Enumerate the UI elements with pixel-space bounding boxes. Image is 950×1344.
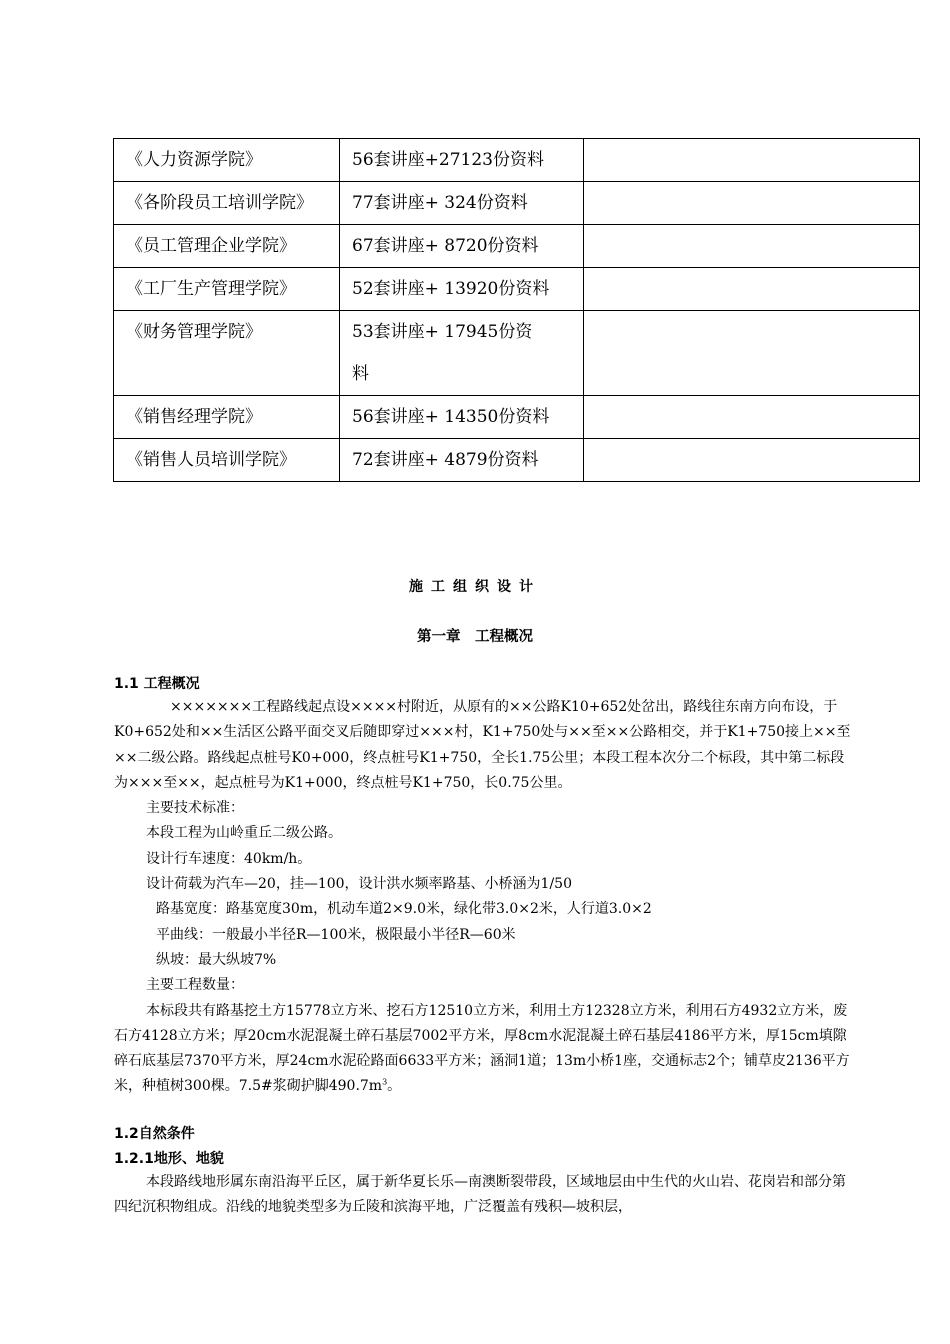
standard-line: 设计荷载为汽车—20，挂—100，设计洪水频率路基、小桥涵为1/50 <box>146 876 572 893</box>
chapter-title: 第一章 工程概况 <box>417 629 533 645</box>
table-cell-extra <box>584 182 920 225</box>
table-cell-name: 《销售经理学院》 <box>114 396 340 439</box>
table-cell-extra <box>584 439 920 482</box>
table-cell-extra <box>584 225 920 268</box>
table-cell-count: 56套讲座+ 14350份资料 <box>340 396 584 439</box>
table-cell-extra <box>584 268 920 311</box>
resource-table <box>113 138 920 482</box>
table-cell-name: 《各阶段员工培训学院》 <box>114 182 340 225</box>
table-row <box>114 225 920 268</box>
table-cell-count: 72套讲座+ 4879份资料 <box>340 439 584 482</box>
section-heading-1-2-1: 1.2.1地形、地貌 <box>114 1151 224 1167</box>
table-row <box>114 182 920 225</box>
terrain-paragraph: 本段路线地形属东南沿海平丘区，属于新华夏长乐—南澳断裂带段，区域地层由中生代的火山岩、花岗岩和部分第四纪沉积物组成。沿线的地貌类型多为丘陵和滨海平地，广泛覆盖有残积—坡积层， <box>114 1174 846 1216</box>
table-row <box>114 439 920 482</box>
section-1-1-body <box>114 695 854 1100</box>
table-row <box>114 311 920 396</box>
document-title: 施工组织设计 <box>409 579 541 595</box>
table-cell-name: 《工厂生产管理学院》 <box>114 268 340 311</box>
table-cell-name: 《财务管理学院》 <box>114 311 340 396</box>
table-cell-name: 《员工管理企业学院》 <box>114 225 340 268</box>
quantities-paragraph: 本标段共有路基挖土方15778立方米、挖石方12510立方米，利用土方12328立方米，利用石方4932立方米，废石方4128立方米；厚20cm水泥混凝土碎石基层7002平方米，厚8cm水泥混凝土碎石基层4186平方米，厚15cm填隙碎石底基层7370平方米，厚24cm水泥砼路面6633平方米；涵洞1道；13m小桥1座，交通标志2个；铺草皮2136平方米，种植树300棵。7.5#浆砌护脚$490.7m^3$。 <box>114 1002 850 1095</box>
standard-line: 纵坡：最大纵坡7% <box>156 951 277 968</box>
table-cell-count: 56套讲座+27123份资料 <box>340 139 584 182</box>
table-cell-name: 《人力资源学院》 <box>114 139 340 182</box>
quantities-title: 主要工程数量： <box>146 977 244 994</box>
section-1-2-1-body <box>114 1170 854 1221</box>
section-heading-1-1: 1.1 工程概况 <box>114 676 200 692</box>
table-cell-extra <box>584 396 920 439</box>
table-cell-count: 77套讲座+ 324份资料 <box>340 182 584 225</box>
standard-line: 平曲线：一般最小半径R—100米，极限最小半径R—60米 <box>156 926 516 943</box>
section-heading-1-2: 1.2自然条件 <box>114 1126 195 1142</box>
table-cell-count: 53套讲座+ 17945份资料 <box>340 311 584 396</box>
table-row <box>114 139 920 182</box>
overview-paragraph: ×××××××工程路线起点设××××村附近，从原有的××公路K10+652处岔出，路线往东南方向布设，于K0+652处和××生活区公路平面交叉后随即穿过×××村，K1+750处与××至××公路相交，并于K1+750接上××至××二级公路。路线起点桩号K0+000，终点桩号K1+750，全长1.75公里；本段工程本次分二个标段，其中第二标段为×××至××，起点桩号为K1+000，终点桩号K1+750，长0.75公里。 <box>114 699 851 791</box>
standard-line: 路基宽度：路基宽度30m，机动车道2×9.0米，绿化带3.0×2米，人行道3.0×2 <box>156 901 652 918</box>
standard-line: 设计行车速度：40km/h。 <box>146 850 312 867</box>
table-row <box>114 268 920 311</box>
table-cell-extra <box>584 139 920 182</box>
table-row <box>114 396 920 439</box>
table-cell-name: 《销售人员培训学院》 <box>114 439 340 482</box>
standard-line: 本段工程为山岭重丘二级公路。 <box>146 825 342 842</box>
table-cell-count: 67套讲座+ 8720份资料 <box>340 225 584 268</box>
table-cell-extra <box>584 311 920 396</box>
standards-title: 主要技术标准： <box>146 800 244 817</box>
table-cell-count: 52套讲座+ 13920份资料 <box>340 268 584 311</box>
